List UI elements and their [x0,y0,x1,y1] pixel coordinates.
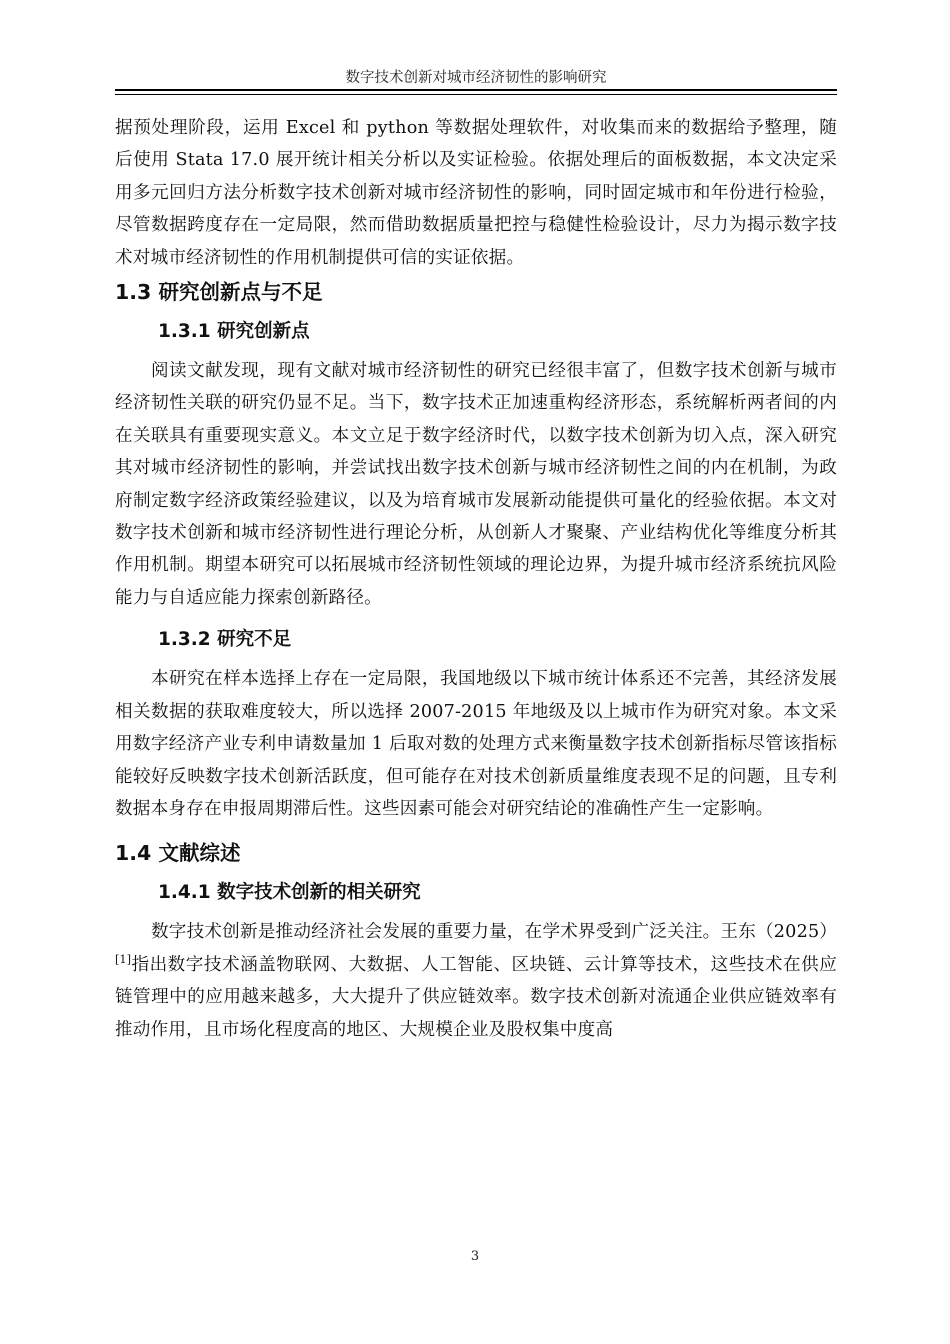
page-number: 3 [470,1249,480,1264]
paragraph-data-processing: 据预处理阶段，运用 Excel 和 python 等数据处理软件，对收集而来的数据给予整理，随后使用 Stata 17.0 展开统计相关分析以及实证检验。依据处理后的面板数据，本文决定采用多元回归方法分析数字技术创新对城市经济韧性的影响，同时固定城市和年份进行检验，尽管数据跨度存在一定局限，然而借助数据质量把控与稳健性检验设计，尽力为揭示数字技术对城市经济韧性的作用机制提供可信的实证依据。 [115,118,837,268]
subsection-heading-1-3-1: 1.3.1 研究创新点 [158,321,310,343]
citation-marker[interactable]: [1] [115,952,132,966]
page-body [115,112,837,1046]
paragraph-literature [115,916,837,1046]
section-heading-1-3: 1.3 研究创新点与不足 [115,280,323,305]
paragraph-literature-part-b: 指出数字技术涵盖物联网、大数据、人工智能、区块链、云计算等技术，这些技术在供应链管理中的应用越来越多，大大提升了供应链效率。数字技术创新对流通企业供应链效率有推动作用，且市场化程度高的地区、大规模企业及股权集中度高 [115,954,837,1040]
header-rule-thin [115,94,837,95]
section-heading-1-4: 1.4 文献综述 [115,841,241,866]
paragraph-literature-part-a: 数字技术创新是推动经济社会发展的重要力量，在学术界受到广泛关注。王东（2025） [151,922,838,943]
paragraph-innovation: 阅读文献发现，现有文献对城市经济韧性的研究已经很丰富了，但数字技术创新与城市经济韧性关联的研究仍显不足。当下，数字技术正加速重构经济形态，系统解析两者间的内在关联具有重要现实意义。本文立足于数字经济时代，以数字技术创新为切入点，深入研究其对城市经济韧性的影响，并尝试找出数字技术创新与城市经济韧性之间的内在机制，为政府制定数字经济政策经验建议，以及为培育城市发展新动能提供可量化的经验依据。本文对数字技术创新和城市经济韧性进行理论分析，从创新人才聚聚、产业结构优化等维度分析其作用机制。期望本研究可以拓展城市经济韧性领域的理论边界，为提升城市经济系统抗风险能力与自适应能力探索创新路径。 [115,361,837,608]
subsection-heading-1-3-2: 1.3.2 研究不足 [158,629,292,651]
subsection-heading-1-4-1: 1.4.1 数字技术创新的相关研究 [158,882,421,904]
running-header: 数字技术创新对城市经济韧性的影响研究 [345,70,607,86]
header-rule-thick [115,89,837,91]
paragraph-shortcoming: 本研究在样本选择上存在一定局限，我国地级以下城市统计体系还不完善，其经济发展相关数据的获取难度较大，所以选择 2007-2015 年地级及以上城市作为研究对象。本文采用数字经济产业专利申请数量加 1 后取对数的处理方式来衡量数字技术创新指标尽管该指标能较好反映数字技术创新活跃度，但可能存在对技术创新质量维度表现不足的问题，且专利数据本身存在申报周期滞后性。这些因素可能会对研究结论的准确性产生一定影响。 [115,669,837,819]
